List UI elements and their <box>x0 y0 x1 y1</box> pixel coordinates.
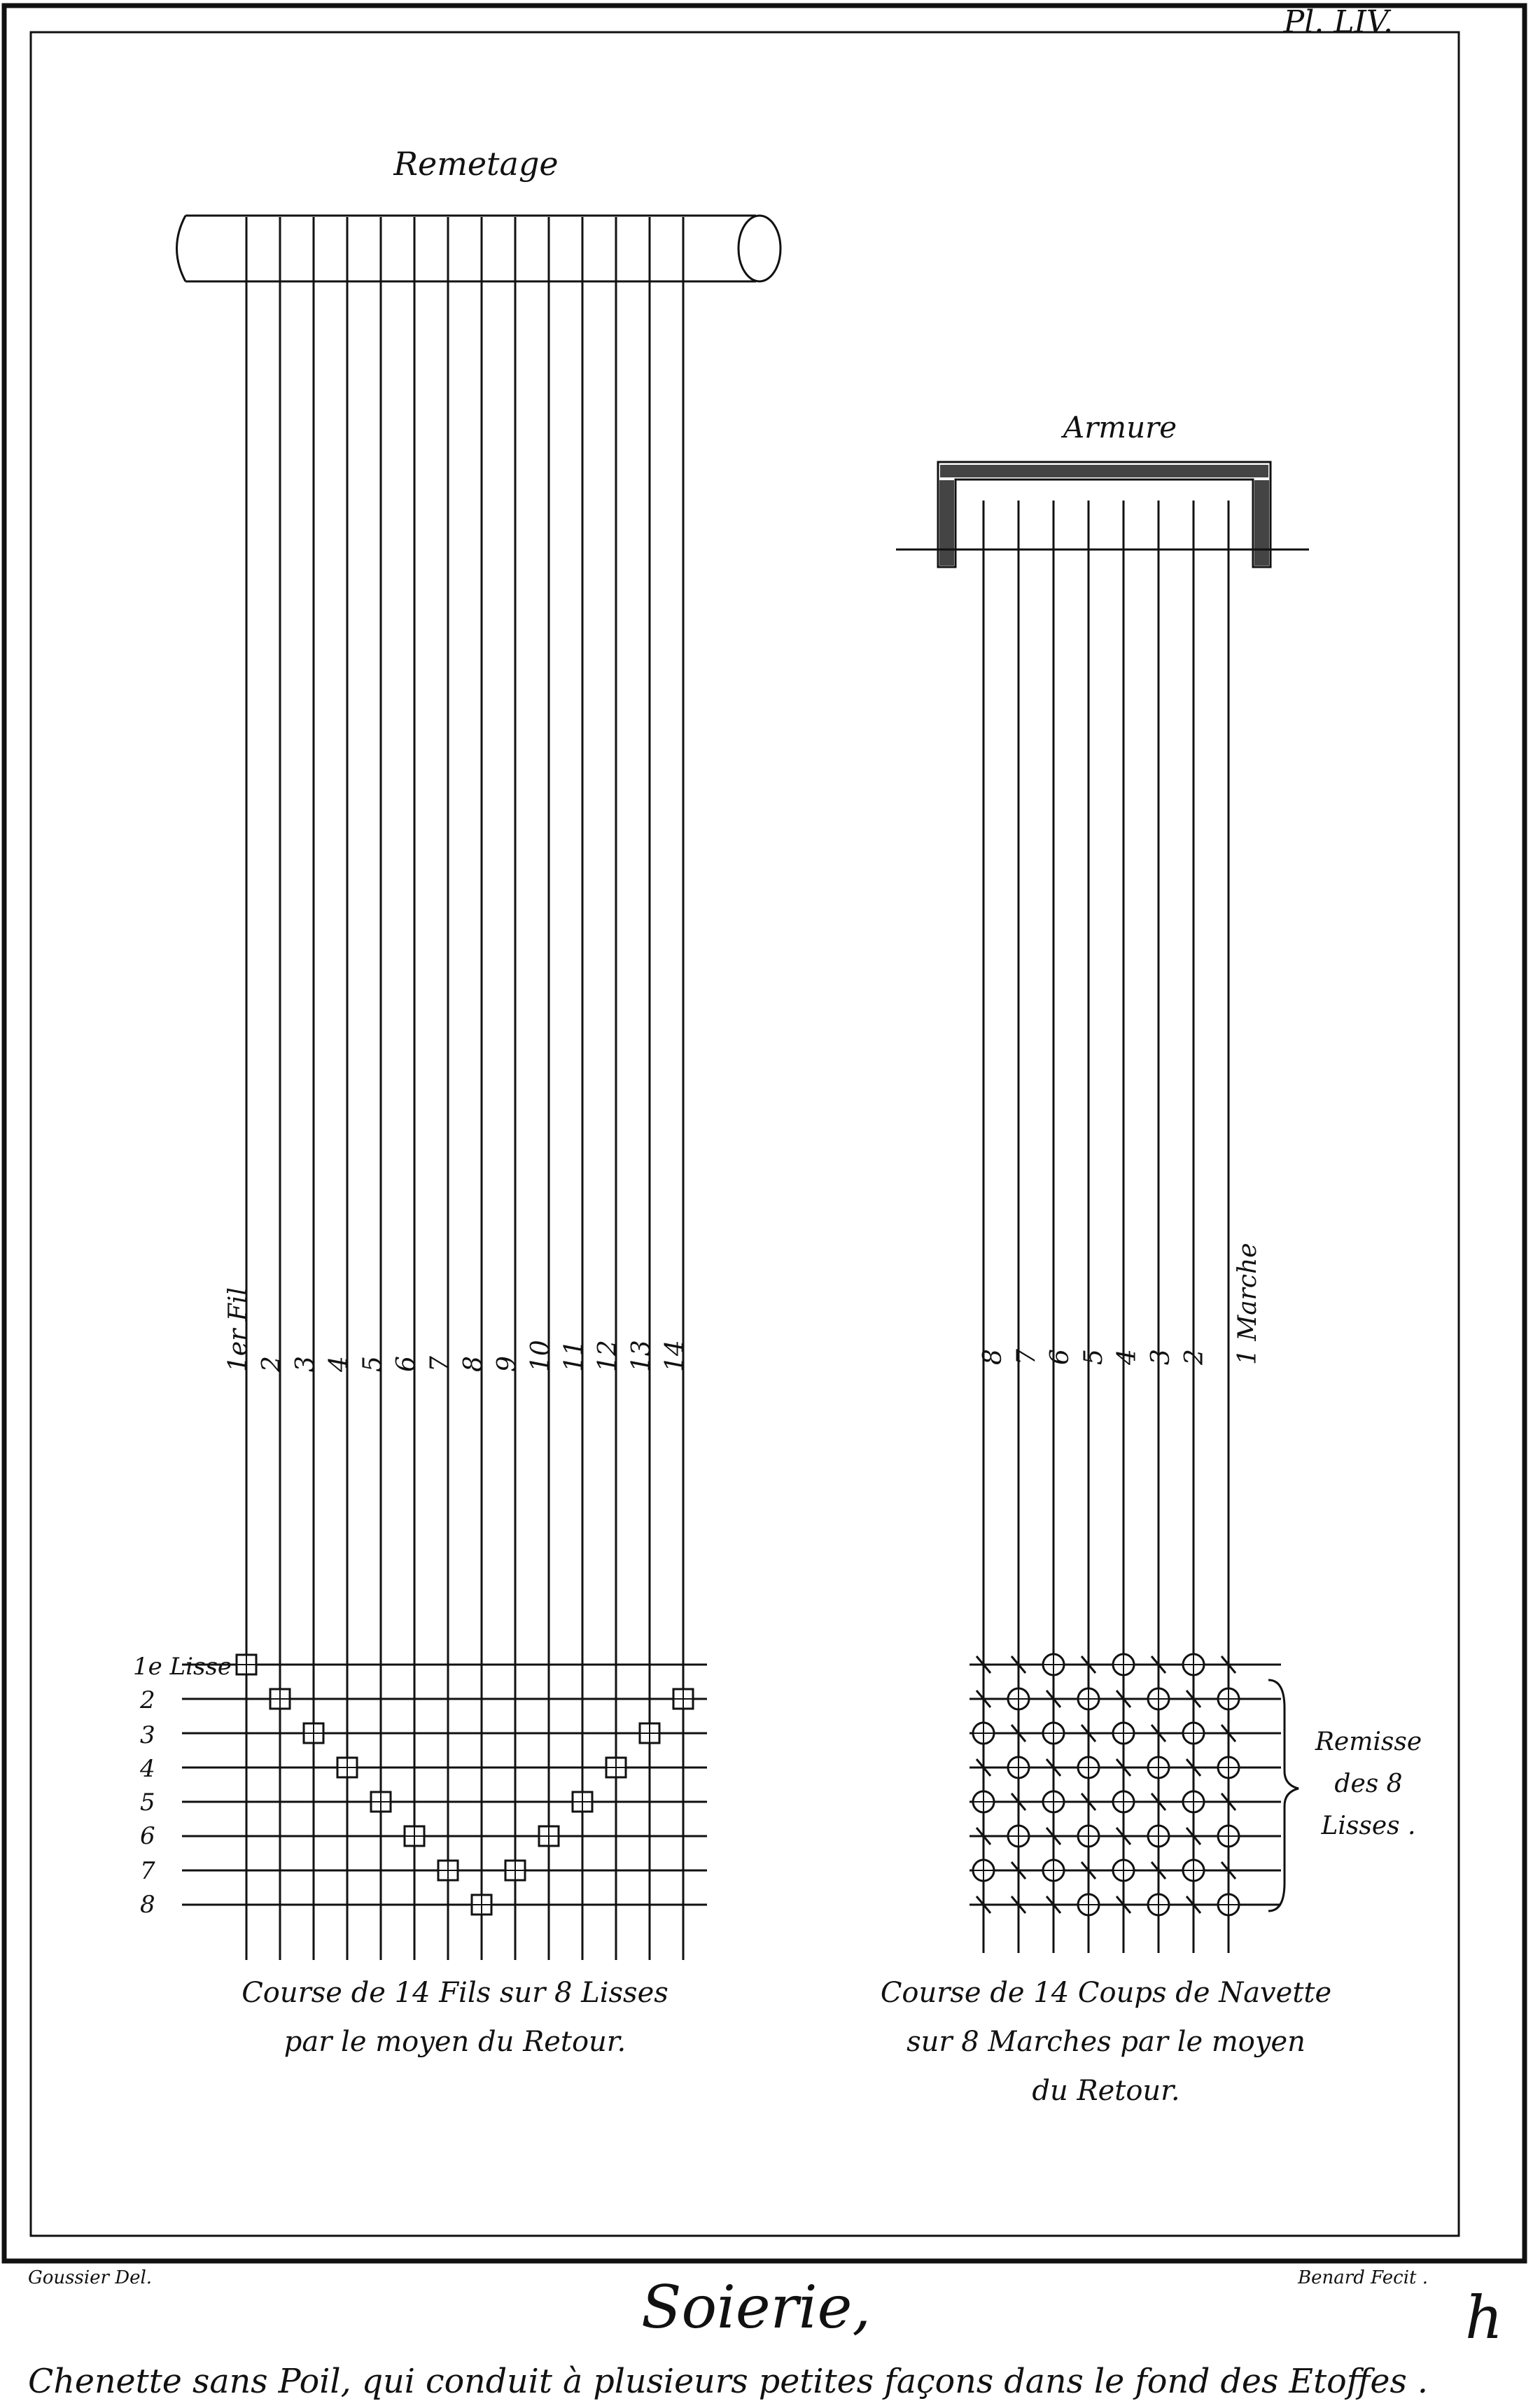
thread-label: 9 <box>493 1356 522 1372</box>
tie-circle <box>1078 1894 1099 1915</box>
tie-circle <box>1078 1826 1099 1847</box>
tie-circle <box>1218 1894 1239 1915</box>
threading-mark <box>505 1861 525 1880</box>
lisse-label: 2 <box>140 1686 155 1714</box>
armure-title: Armure <box>1063 410 1177 444</box>
marche-label: 1 Marche <box>1233 1242 1262 1365</box>
threading-mark <box>371 1792 391 1812</box>
marche-label: 4 <box>1113 1349 1142 1365</box>
lisse-label: 6 <box>140 1822 155 1850</box>
lisse-labels <box>133 1653 232 1919</box>
remetage-title: Remetage <box>393 145 559 183</box>
tie-circle <box>1183 1723 1204 1744</box>
tie-circle <box>1148 1826 1169 1847</box>
lisse-label: 4 <box>140 1755 155 1783</box>
warp-roller <box>177 216 781 281</box>
tie-circle <box>1218 1757 1239 1778</box>
remetage-caption-line-2: par le moyen du Retour. <box>284 2026 626 2058</box>
thread-label: 14 <box>661 1340 690 1372</box>
tie-circle <box>973 1860 994 1881</box>
tie-circle <box>1218 1826 1239 1847</box>
thread-label: 5 <box>358 1356 387 1372</box>
lisse-label: 3 <box>140 1721 155 1749</box>
remisse-brace <box>1268 1680 1298 1911</box>
tie-circle <box>1008 1757 1029 1778</box>
armure-frame <box>896 462 1309 567</box>
tie-circle <box>1148 1894 1169 1915</box>
threading-mark <box>337 1758 357 1777</box>
armure-caption-line-1: Course de 14 Coups de Navette <box>880 1977 1332 2009</box>
tie-circle <box>1113 1860 1134 1881</box>
tie-circle <box>1113 1723 1134 1744</box>
remisse-line-3: Lisses . <box>1321 1812 1416 1840</box>
armure-tie-marks <box>973 1654 1239 1915</box>
outer-border <box>4 6 1525 2261</box>
thread-label: 7 <box>426 1356 454 1372</box>
threading-mark <box>539 1826 559 1846</box>
tie-circle <box>1218 1688 1239 1709</box>
tie-circle <box>973 1791 994 1812</box>
threading-mark <box>606 1758 626 1777</box>
corner-letter: h <box>1464 2283 1504 2352</box>
tie-circle <box>1043 1791 1064 1812</box>
tie-circle <box>1078 1757 1099 1778</box>
tie-circle <box>1113 1654 1134 1675</box>
marche-labels <box>979 1242 1262 1366</box>
armure-caption-line-3: du Retour. <box>1032 2075 1180 2107</box>
threading-mark <box>405 1826 424 1846</box>
tie-circle <box>973 1723 994 1744</box>
marche-label: 5 <box>1079 1349 1108 1365</box>
plate-title: Soierie, <box>640 2273 872 2342</box>
threading-mark <box>237 1655 256 1674</box>
thread-label: 4 <box>325 1356 354 1372</box>
thread-label: 10 <box>526 1340 555 1372</box>
marche-label: 3 <box>1147 1349 1175 1365</box>
threading-mark <box>573 1792 592 1812</box>
threading-mark <box>640 1723 659 1743</box>
armure-caption-line-2: sur 8 Marches par le moyen <box>906 2026 1306 2058</box>
tie-circle <box>1113 1791 1134 1812</box>
tie-circle <box>1008 1826 1029 1847</box>
lisse-label: 8 <box>140 1891 155 1919</box>
threading-mark <box>472 1895 491 1914</box>
marche-label: 7 <box>1012 1349 1041 1365</box>
tie-circle <box>1183 1860 1204 1881</box>
thread-label: 3 <box>291 1356 320 1372</box>
thread-label: 6 <box>392 1356 421 1372</box>
threading-mark <box>270 1689 290 1709</box>
credit-left: Goussier Del. <box>28 2267 153 2288</box>
thread-label: 1er Fil <box>224 1287 253 1372</box>
thread-labels <box>224 1287 690 1373</box>
thread-label: 12 <box>594 1340 622 1372</box>
tie-circle <box>1148 1757 1169 1778</box>
marche-label: 2 <box>1180 1349 1209 1365</box>
tie-circle <box>1043 1723 1064 1744</box>
remetage-caption-line-1: Course de 14 Fils sur 8 Lisses <box>241 1977 668 2009</box>
tie-circle <box>1008 1688 1029 1709</box>
remisse-line-1: Remisse <box>1315 1728 1422 1756</box>
tie-circle <box>1078 1688 1099 1709</box>
thread-label: 2 <box>258 1356 286 1372</box>
lisse-label: 5 <box>140 1788 155 1816</box>
tie-circle <box>1183 1791 1204 1812</box>
threading-mark <box>673 1689 693 1709</box>
marche-label: 8 <box>979 1349 1007 1365</box>
lisse-label: 1e Lisse <box>133 1653 232 1681</box>
lisse-label: 7 <box>140 1857 155 1885</box>
remetage-threading-marks <box>237 1655 693 1914</box>
tie-circle <box>1148 1688 1169 1709</box>
thread-label: 13 <box>627 1340 656 1372</box>
tie-circle <box>1043 1654 1064 1675</box>
credit-right: Benard Fecit . <box>1298 2267 1428 2288</box>
plate-subtitle: Chenette sans Poil, qui conduit à plusieurs petites façons dans le fond des Etoffes . <box>28 2362 1428 2401</box>
thread-label: 11 <box>560 1340 589 1372</box>
plate-number: Pl. LIV. <box>1283 4 1393 40</box>
remisse-line-2: des 8 <box>1334 1770 1403 1798</box>
tie-circle <box>1043 1860 1064 1881</box>
marche-label: 6 <box>1046 1349 1074 1365</box>
threading-mark <box>304 1723 323 1743</box>
thread-label: 8 <box>459 1356 488 1372</box>
tie-circle <box>1183 1654 1204 1675</box>
threading-mark <box>438 1861 458 1880</box>
